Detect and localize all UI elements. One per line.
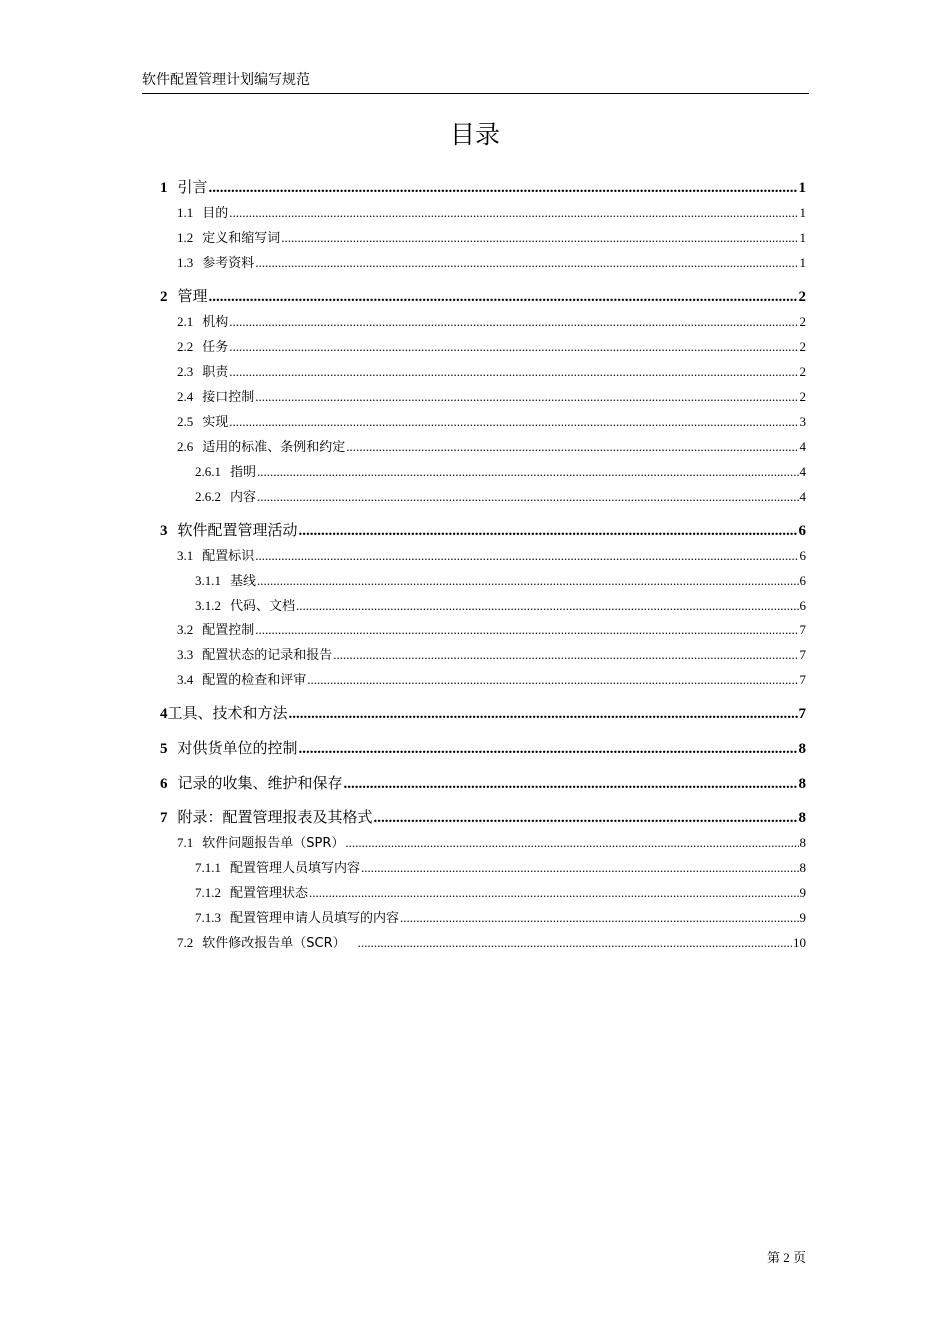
toc-entry-title: 记录的收集、维护和保存 bbox=[177, 774, 343, 792]
toc-entry-page: 8 bbox=[798, 776, 806, 792]
toc-entry-7-2[interactable] bbox=[177, 933, 806, 953]
toc-entry-1[interactable] bbox=[160, 176, 806, 198]
toc-entry-2-2[interactable] bbox=[177, 337, 806, 357]
dot-leader bbox=[333, 645, 798, 665]
toc-entry-title: 指明 bbox=[230, 465, 257, 480]
toc-entry-2-6-2[interactable] bbox=[195, 487, 806, 507]
toc-entry-7-1-3[interactable] bbox=[195, 908, 806, 928]
toc-entry-number: 7.1.2 bbox=[195, 885, 221, 900]
dot-leader bbox=[344, 773, 798, 794]
toc-entry-number: 3.4 bbox=[177, 672, 194, 687]
toc-entry-3-1-2[interactable] bbox=[195, 596, 806, 616]
dot-leader bbox=[255, 387, 798, 407]
toc-entry-7-1[interactable] bbox=[177, 833, 806, 853]
dot-leader bbox=[257, 487, 798, 507]
toc-entry-page: 2 bbox=[798, 289, 806, 305]
toc-entry-title: 对供货单位的控制 bbox=[177, 739, 298, 757]
toc-entry-title: 基线 bbox=[230, 574, 257, 589]
toc-entry-7-1-2[interactable] bbox=[195, 883, 806, 903]
toc-entry-page: 10 bbox=[793, 935, 806, 950]
page-number: 第 2 页 bbox=[766, 1250, 806, 1265]
toc-entry-3[interactable] bbox=[160, 519, 806, 541]
dot-leader bbox=[345, 833, 798, 853]
dot-leader bbox=[400, 908, 798, 928]
dot-leader bbox=[229, 362, 798, 382]
toc-entry-3-4[interactable] bbox=[177, 670, 806, 690]
toc-entry-page: 7 bbox=[798, 706, 806, 722]
toc-entry-number: 2.4 bbox=[177, 389, 194, 404]
toc-entry-title: 配置标识 bbox=[202, 549, 255, 564]
toc-entry-2-4[interactable] bbox=[177, 387, 806, 407]
toc-entry-number: 4 bbox=[160, 706, 168, 722]
toc-entry-number: 2.6 bbox=[177, 439, 194, 454]
running-header: 软件配置管理计划编写规范 bbox=[142, 72, 310, 88]
toc-entry-1-3[interactable] bbox=[177, 253, 806, 273]
toc-entry-number: 3 bbox=[160, 523, 168, 539]
toc-entry-3-2[interactable] bbox=[177, 620, 806, 640]
toc-entry-number: 7 bbox=[160, 810, 168, 826]
toc-entry-title: 配置状态的记录和报告 bbox=[202, 648, 333, 663]
toc-entry-page: 6 bbox=[799, 548, 806, 563]
toc-entry-title: 职责 bbox=[202, 365, 229, 380]
toc-entry-title: 实现 bbox=[202, 415, 229, 430]
dot-leader bbox=[309, 883, 798, 903]
toc-entry-title: 附录：配置管理报表及其格式 bbox=[177, 808, 373, 826]
dot-leader bbox=[229, 337, 798, 357]
toc-entry-number: 3.1.2 bbox=[195, 598, 221, 613]
toc-entry-number: 3.1.1 bbox=[195, 573, 221, 588]
dot-leader bbox=[255, 253, 798, 273]
dot-leader bbox=[296, 596, 798, 616]
toc-entry-page: 8 bbox=[799, 835, 806, 850]
toc-entry-page: 8 bbox=[798, 810, 806, 826]
dot-leader bbox=[358, 933, 792, 953]
toc-entry-title: 配置管理申请人员填写的内容 bbox=[230, 911, 400, 926]
toc-entry-page: 2 bbox=[799, 389, 806, 404]
toc-entry-5[interactable] bbox=[160, 737, 806, 759]
toc-entry-number: 7.1.1 bbox=[195, 860, 221, 875]
toc-entry-title: 参考资料 bbox=[202, 256, 255, 271]
toc-entry-number: 6 bbox=[160, 776, 168, 792]
toc-entry-number: 2.5 bbox=[177, 414, 194, 429]
toc-entry-page: 7 bbox=[799, 672, 806, 687]
toc-entry-number: 7.1 bbox=[177, 835, 194, 850]
toc-entry-page: 8 bbox=[798, 741, 806, 757]
dot-leader bbox=[229, 412, 798, 432]
toc-entry-page: 1 bbox=[799, 205, 806, 220]
toc-entry-page: 3 bbox=[799, 414, 806, 429]
toc-entry-number: 2.3 bbox=[177, 364, 194, 379]
dot-leader bbox=[257, 462, 798, 482]
toc-entry-number: 2.6.2 bbox=[195, 489, 221, 504]
dot-leader bbox=[209, 177, 798, 198]
toc-entry-title: 内容 bbox=[230, 490, 257, 505]
toc-entry-number: 5 bbox=[160, 741, 168, 757]
dot-leader bbox=[229, 203, 798, 223]
toc-entry-title: 管理 bbox=[177, 287, 208, 305]
toc-entry-page: 2 bbox=[799, 364, 806, 379]
toc-entry-title: 配置管理人员填写内容 bbox=[230, 861, 361, 876]
dot-leader bbox=[307, 670, 798, 690]
toc-entry-number: 1.1 bbox=[177, 205, 194, 220]
toc-entry-title: 代码、文档 bbox=[230, 599, 296, 614]
toc-entry-number: 3.1 bbox=[177, 548, 194, 563]
toc-entry-2-1[interactable] bbox=[177, 312, 806, 332]
dot-leader bbox=[299, 738, 798, 759]
toc-entry-2-3[interactable] bbox=[177, 362, 806, 382]
toc-entry-1-2[interactable] bbox=[177, 228, 806, 248]
dot-leader bbox=[374, 807, 798, 828]
toc-entry-title: 目的 bbox=[202, 206, 229, 221]
dot-leader bbox=[229, 312, 798, 332]
toc-entry-number: 1 bbox=[160, 180, 168, 196]
dot-leader bbox=[299, 520, 798, 541]
toc-entry-page: 1 bbox=[799, 255, 806, 270]
toc-entry-page: 4 bbox=[799, 439, 806, 454]
toc-entry-title: 配置控制 bbox=[202, 623, 255, 638]
toc-entry-3-3[interactable] bbox=[177, 645, 806, 665]
toc-title: 目录 bbox=[449, 120, 500, 149]
toc-entry-page: 6 bbox=[799, 598, 806, 613]
dot-leader bbox=[346, 437, 798, 457]
toc-entry-number: 1.2 bbox=[177, 230, 194, 245]
toc-entry-title: 机构 bbox=[202, 315, 229, 330]
toc-entry-page: 4 bbox=[799, 489, 806, 504]
toc-entry-number: 2.2 bbox=[177, 339, 194, 354]
toc-entry-number: 2 bbox=[160, 289, 168, 305]
toc-entry-2-6-1[interactable] bbox=[195, 462, 806, 482]
toc-entry-page: 9 bbox=[799, 910, 806, 925]
toc-entry-number: 7.2 bbox=[177, 935, 194, 950]
toc-entry-title: 定义和缩写词 bbox=[202, 231, 281, 246]
toc-entry-title: 软件修改报告单（SCR） bbox=[202, 936, 346, 951]
dot-leader bbox=[255, 546, 798, 566]
toc-entry-3-1-1[interactable] bbox=[195, 571, 806, 591]
toc-entry-3-1[interactable] bbox=[177, 546, 806, 566]
toc-entry-number: 1.3 bbox=[177, 255, 194, 270]
toc-entry-title: 软件问题报告单（SPR） bbox=[202, 836, 345, 851]
dot-leader bbox=[281, 228, 798, 248]
toc-entry-number: 2.6.1 bbox=[195, 464, 221, 479]
toc-entry-2-5[interactable] bbox=[177, 412, 806, 432]
toc-entry-1-1[interactable] bbox=[177, 203, 806, 223]
toc-entry-page: 7 bbox=[799, 647, 806, 662]
dot-leader bbox=[361, 858, 798, 878]
dot-leader bbox=[257, 571, 798, 591]
toc-entry-title: 软件配置管理活动 bbox=[177, 521, 298, 539]
toc-entry-page: 8 bbox=[799, 860, 806, 875]
toc-entry-number: 7.1.3 bbox=[195, 910, 221, 925]
toc-entry-title: 任务 bbox=[202, 340, 229, 355]
toc-entry-number: 3.3 bbox=[177, 647, 194, 662]
toc-entry-page: 2 bbox=[799, 339, 806, 354]
toc-entry-title: 配置管理状态 bbox=[230, 886, 309, 901]
toc-entry-6[interactable] bbox=[160, 772, 806, 794]
toc-entry-page: 2 bbox=[799, 314, 806, 329]
toc-entry-title: 工具、技术和方法 bbox=[167, 704, 288, 722]
toc-entry-7-1-1[interactable] bbox=[195, 858, 806, 878]
toc-entry-title: 引言 bbox=[177, 178, 208, 196]
toc-entry-4[interactable] bbox=[160, 702, 806, 724]
toc-entry-page: 9 bbox=[799, 885, 806, 900]
toc-entry-number: 3.2 bbox=[177, 622, 194, 637]
toc-entry-page: 6 bbox=[798, 523, 806, 539]
toc-entry-page: 6 bbox=[799, 573, 806, 588]
toc-entry-title: 适用的标准、条例和约定 bbox=[202, 440, 346, 455]
toc-entry-2-6[interactable] bbox=[177, 437, 806, 457]
toc-entry-number: 2.1 bbox=[177, 314, 194, 329]
toc-entry-page: 4 bbox=[799, 464, 806, 479]
toc-entry-page: 1 bbox=[798, 180, 806, 196]
toc-entry-title: 接口控制 bbox=[202, 390, 255, 405]
toc-entry-7[interactable] bbox=[160, 806, 806, 828]
toc-entry-title: 配置的检查和评审 bbox=[202, 673, 307, 688]
dot-leader bbox=[255, 620, 798, 640]
dot-leader bbox=[209, 286, 798, 307]
toc-entry-page: 1 bbox=[799, 230, 806, 245]
toc-entry-page: 7 bbox=[799, 622, 806, 637]
dot-leader bbox=[289, 703, 798, 724]
toc-entry-2[interactable] bbox=[160, 285, 806, 307]
